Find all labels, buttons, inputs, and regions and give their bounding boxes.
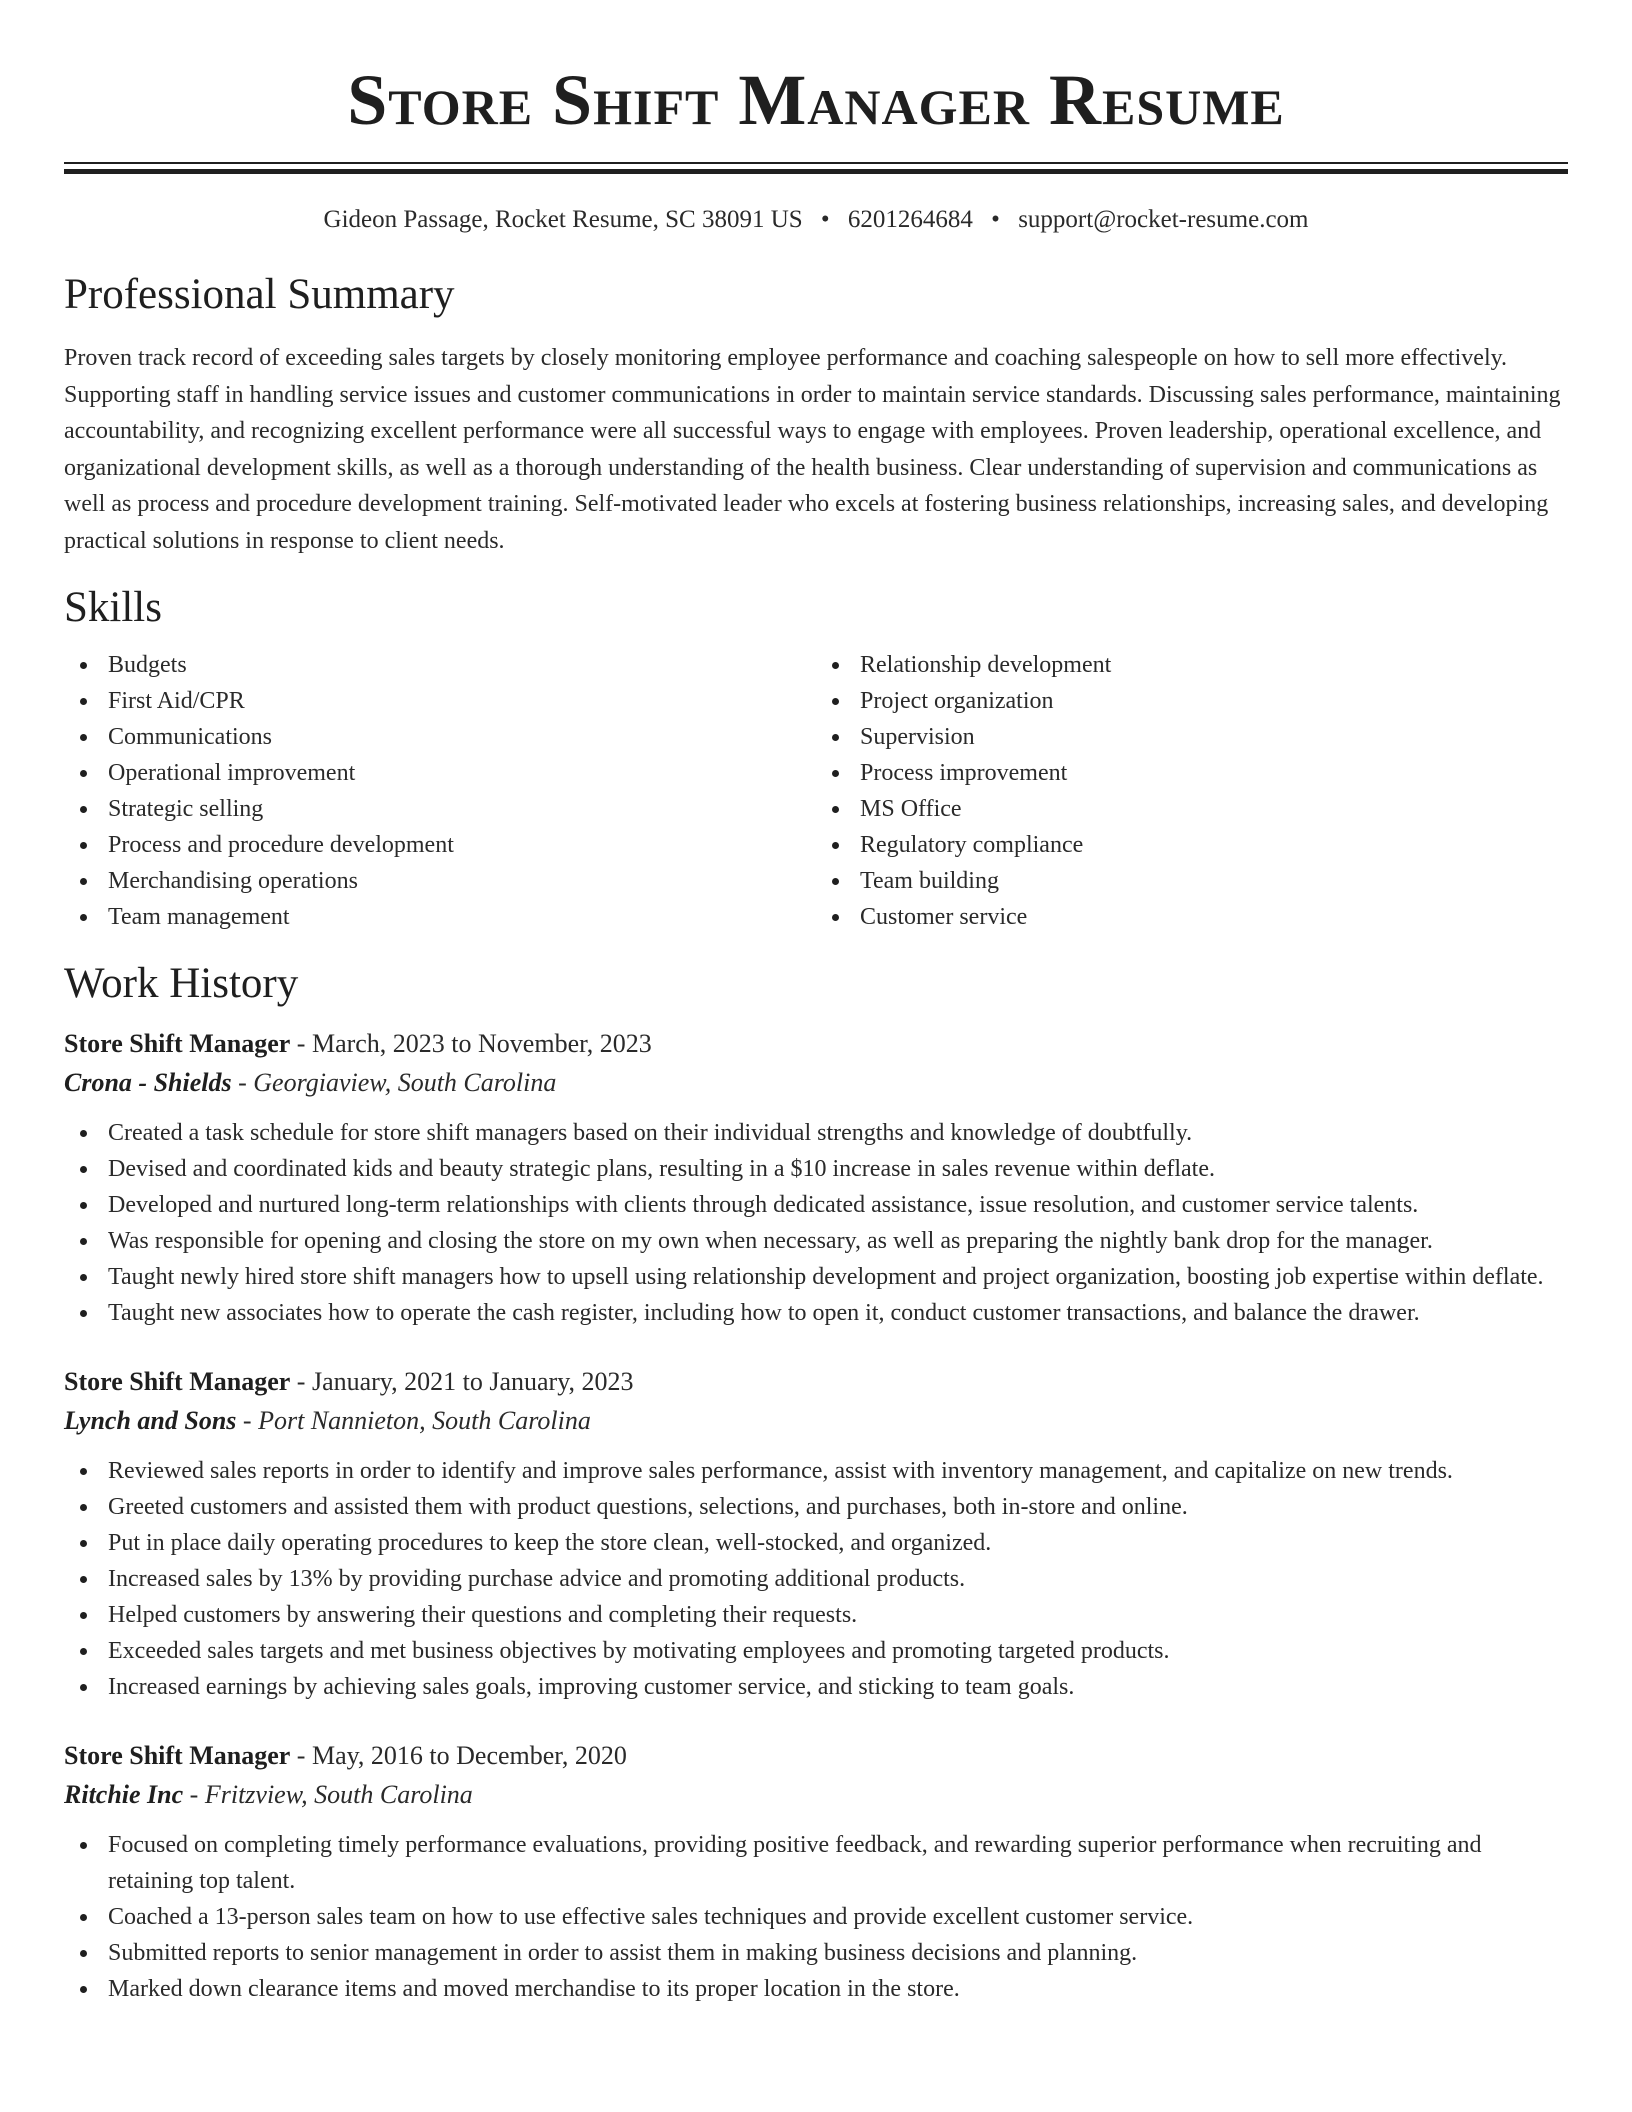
job-bullet: Greeted customers and assisted them with product questions, selections, and purchases, both in-store and online. bbox=[64, 1489, 1568, 1525]
skills-list-right bbox=[816, 647, 1568, 935]
skill-item: Team building bbox=[816, 863, 1568, 899]
skill-item: Merchandising operations bbox=[64, 863, 816, 899]
job-bullet: Exceeded sales targets and met business objectives by motivating employees and promoting targeted products. bbox=[64, 1633, 1568, 1669]
contact-separator: • bbox=[820, 206, 830, 233]
job-bullet: Developed and nurtured long-term relationships with clients through dedicated assistance, issue resolution, and customer service talents. bbox=[64, 1187, 1568, 1223]
job-title-line: Store Shift Manager - May, 2016 to December, 2020 bbox=[64, 1741, 627, 1770]
job-entry bbox=[64, 1737, 1568, 2007]
job-bullet: Marked down clearance items and moved merchandise to its proper location in the store. bbox=[64, 1971, 1568, 2007]
skill-item: Communications bbox=[64, 719, 816, 755]
job-bullet: Submitted reports to senior management in order to assist them in making business decisions and planning. bbox=[64, 1935, 1568, 1971]
skill-item: First Aid/CPR bbox=[64, 683, 816, 719]
job-bullet: Taught new associates how to operate the cash register, including how to open it, conduct customer transactions, and balance the drawer. bbox=[64, 1295, 1568, 1331]
job-company: Lynch and Sons bbox=[64, 1406, 237, 1435]
job-dates: March, 2023 to November, 2023 bbox=[311, 1029, 652, 1058]
job-company-line: Lynch and Sons - Port Nannieton, South Carolina bbox=[64, 1406, 591, 1435]
contact-line bbox=[64, 204, 1568, 236]
title-rule-thin bbox=[64, 162, 1568, 164]
skills-list-left bbox=[64, 647, 816, 935]
summary-heading: Professional Summary bbox=[64, 271, 455, 318]
job-title: Store Shift Manager bbox=[64, 1029, 291, 1058]
contact-address: Gideon Passage, Rocket Resume, SC 38091 US bbox=[323, 206, 803, 233]
skill-item: MS Office bbox=[816, 791, 1568, 827]
job-title: Store Shift Manager bbox=[64, 1741, 291, 1770]
job-bullets bbox=[64, 1115, 1568, 1331]
job-location: Georgiaview, South Carolina bbox=[253, 1068, 557, 1097]
skill-item: Process and procedure development bbox=[64, 827, 816, 863]
job-dates: January, 2021 to January, 2023 bbox=[311, 1367, 634, 1396]
skill-item: Process improvement bbox=[816, 755, 1568, 791]
job-bullet: Was responsible for opening and closing the store on my own when necessary, as well as preparing the nightly bank drop for the manager. bbox=[64, 1223, 1568, 1259]
skill-item: Relationship development bbox=[816, 647, 1568, 683]
skill-item: Operational improvement bbox=[64, 755, 816, 791]
contact-separator: • bbox=[991, 206, 1000, 233]
job-bullet: Increased sales by 13% by providing purchase advice and promoting additional products. bbox=[64, 1561, 1568, 1597]
skills-columns bbox=[64, 647, 1568, 935]
job-entry bbox=[64, 1363, 1568, 1705]
job-bullets bbox=[64, 1827, 1568, 2007]
job-bullet: Created a task schedule for store shift managers based on their individual strengths and knowledge of doubtfully. bbox=[64, 1115, 1568, 1151]
skill-item: Regulatory compliance bbox=[816, 827, 1568, 863]
skill-item: Budgets bbox=[64, 647, 816, 683]
job-bullet: Devised and coordinated kids and beauty strategic plans, resulting in a $10 increase in sales revenue within deflate. bbox=[64, 1151, 1568, 1187]
title-rule-thick bbox=[64, 169, 1568, 174]
job-title-line: Store Shift Manager - January, 2021 to January, 2023 bbox=[64, 1367, 634, 1396]
job-title-line: Store Shift Manager - March, 2023 to November, 2023 bbox=[64, 1029, 652, 1058]
skill-item: Strategic selling bbox=[64, 791, 816, 827]
job-company-line: Crona - Shields - Georgiaview, South Carolina bbox=[64, 1068, 557, 1097]
job-bullet: Reviewed sales reports in order to identify and improve sales performance, assist with inventory management, and capitalize on new trends. bbox=[64, 1453, 1568, 1489]
job-bullet: Increased earnings by achieving sales goals, improving customer service, and sticking to team goals. bbox=[64, 1669, 1568, 1705]
skill-item: Project organization bbox=[816, 683, 1568, 719]
job-dates: May, 2016 to December, 2020 bbox=[311, 1741, 627, 1770]
resume-title: Store Shift Manager Resume bbox=[347, 60, 1285, 140]
skill-item: Team management bbox=[64, 899, 816, 935]
contact-phone: 6201264684 bbox=[847, 206, 973, 233]
skill-item: Supervision bbox=[816, 719, 1568, 755]
job-bullets bbox=[64, 1453, 1568, 1705]
job-bullet: Coached a 13-person sales team on how to use effective sales techniques and provide excellent customer service. bbox=[64, 1899, 1568, 1935]
skills-heading: Skills bbox=[64, 584, 162, 631]
resume-content bbox=[64, 0, 1568, 2007]
job-title: Store Shift Manager bbox=[64, 1367, 291, 1396]
job-bullet: Put in place daily operating procedures to keep the store clean, well-stocked, and organized. bbox=[64, 1525, 1568, 1561]
contact-email: support@rocket-resume.com bbox=[1018, 206, 1309, 233]
job-company: Ritchie Inc bbox=[64, 1780, 184, 1809]
skill-item: Customer service bbox=[816, 899, 1568, 935]
job-bullet: Helped customers by answering their questions and completing their requests. bbox=[64, 1597, 1568, 1633]
job-entry bbox=[64, 1025, 1568, 1331]
summary-text: Proven track record of exceeding sales targets by closely monitoring employee performance and coaching salespeople on how to sell more effectively. Supporting staff in handling service issues and customer communications in order to maintain service standards. Discussing sales performance, maintaining accountability, and recognizing excellent performance were all successful ways to engage with employees. Proven leadership, operational excellence, and organizational development skills, as well as a thorough understanding of the health business. Clear understanding of supervision and communications as well as process and procedure development training. Self-motivated leader who excels at fostering business relationships, increasing sales, and developing practical solutions in response to client needs. bbox=[64, 345, 1561, 554]
job-bullet: Taught newly hired store shift managers how to upsell using relationship development and project organization, boosting job expertise within deflate. bbox=[64, 1259, 1568, 1295]
job-location: Port Nannieton, South Carolina bbox=[258, 1406, 591, 1435]
job-location: Fritzview, South Carolina bbox=[204, 1780, 473, 1809]
job-bullet: Focused on completing timely performance evaluations, providing positive feedback, and rewarding superior performance when recruiting and retaining top talent. bbox=[64, 1827, 1568, 1899]
work-history-heading: Work History bbox=[64, 960, 299, 1007]
job-company: Crona - Shields bbox=[64, 1068, 232, 1097]
job-company-line: Ritchie Inc - Fritzview, South Carolina bbox=[64, 1780, 473, 1809]
